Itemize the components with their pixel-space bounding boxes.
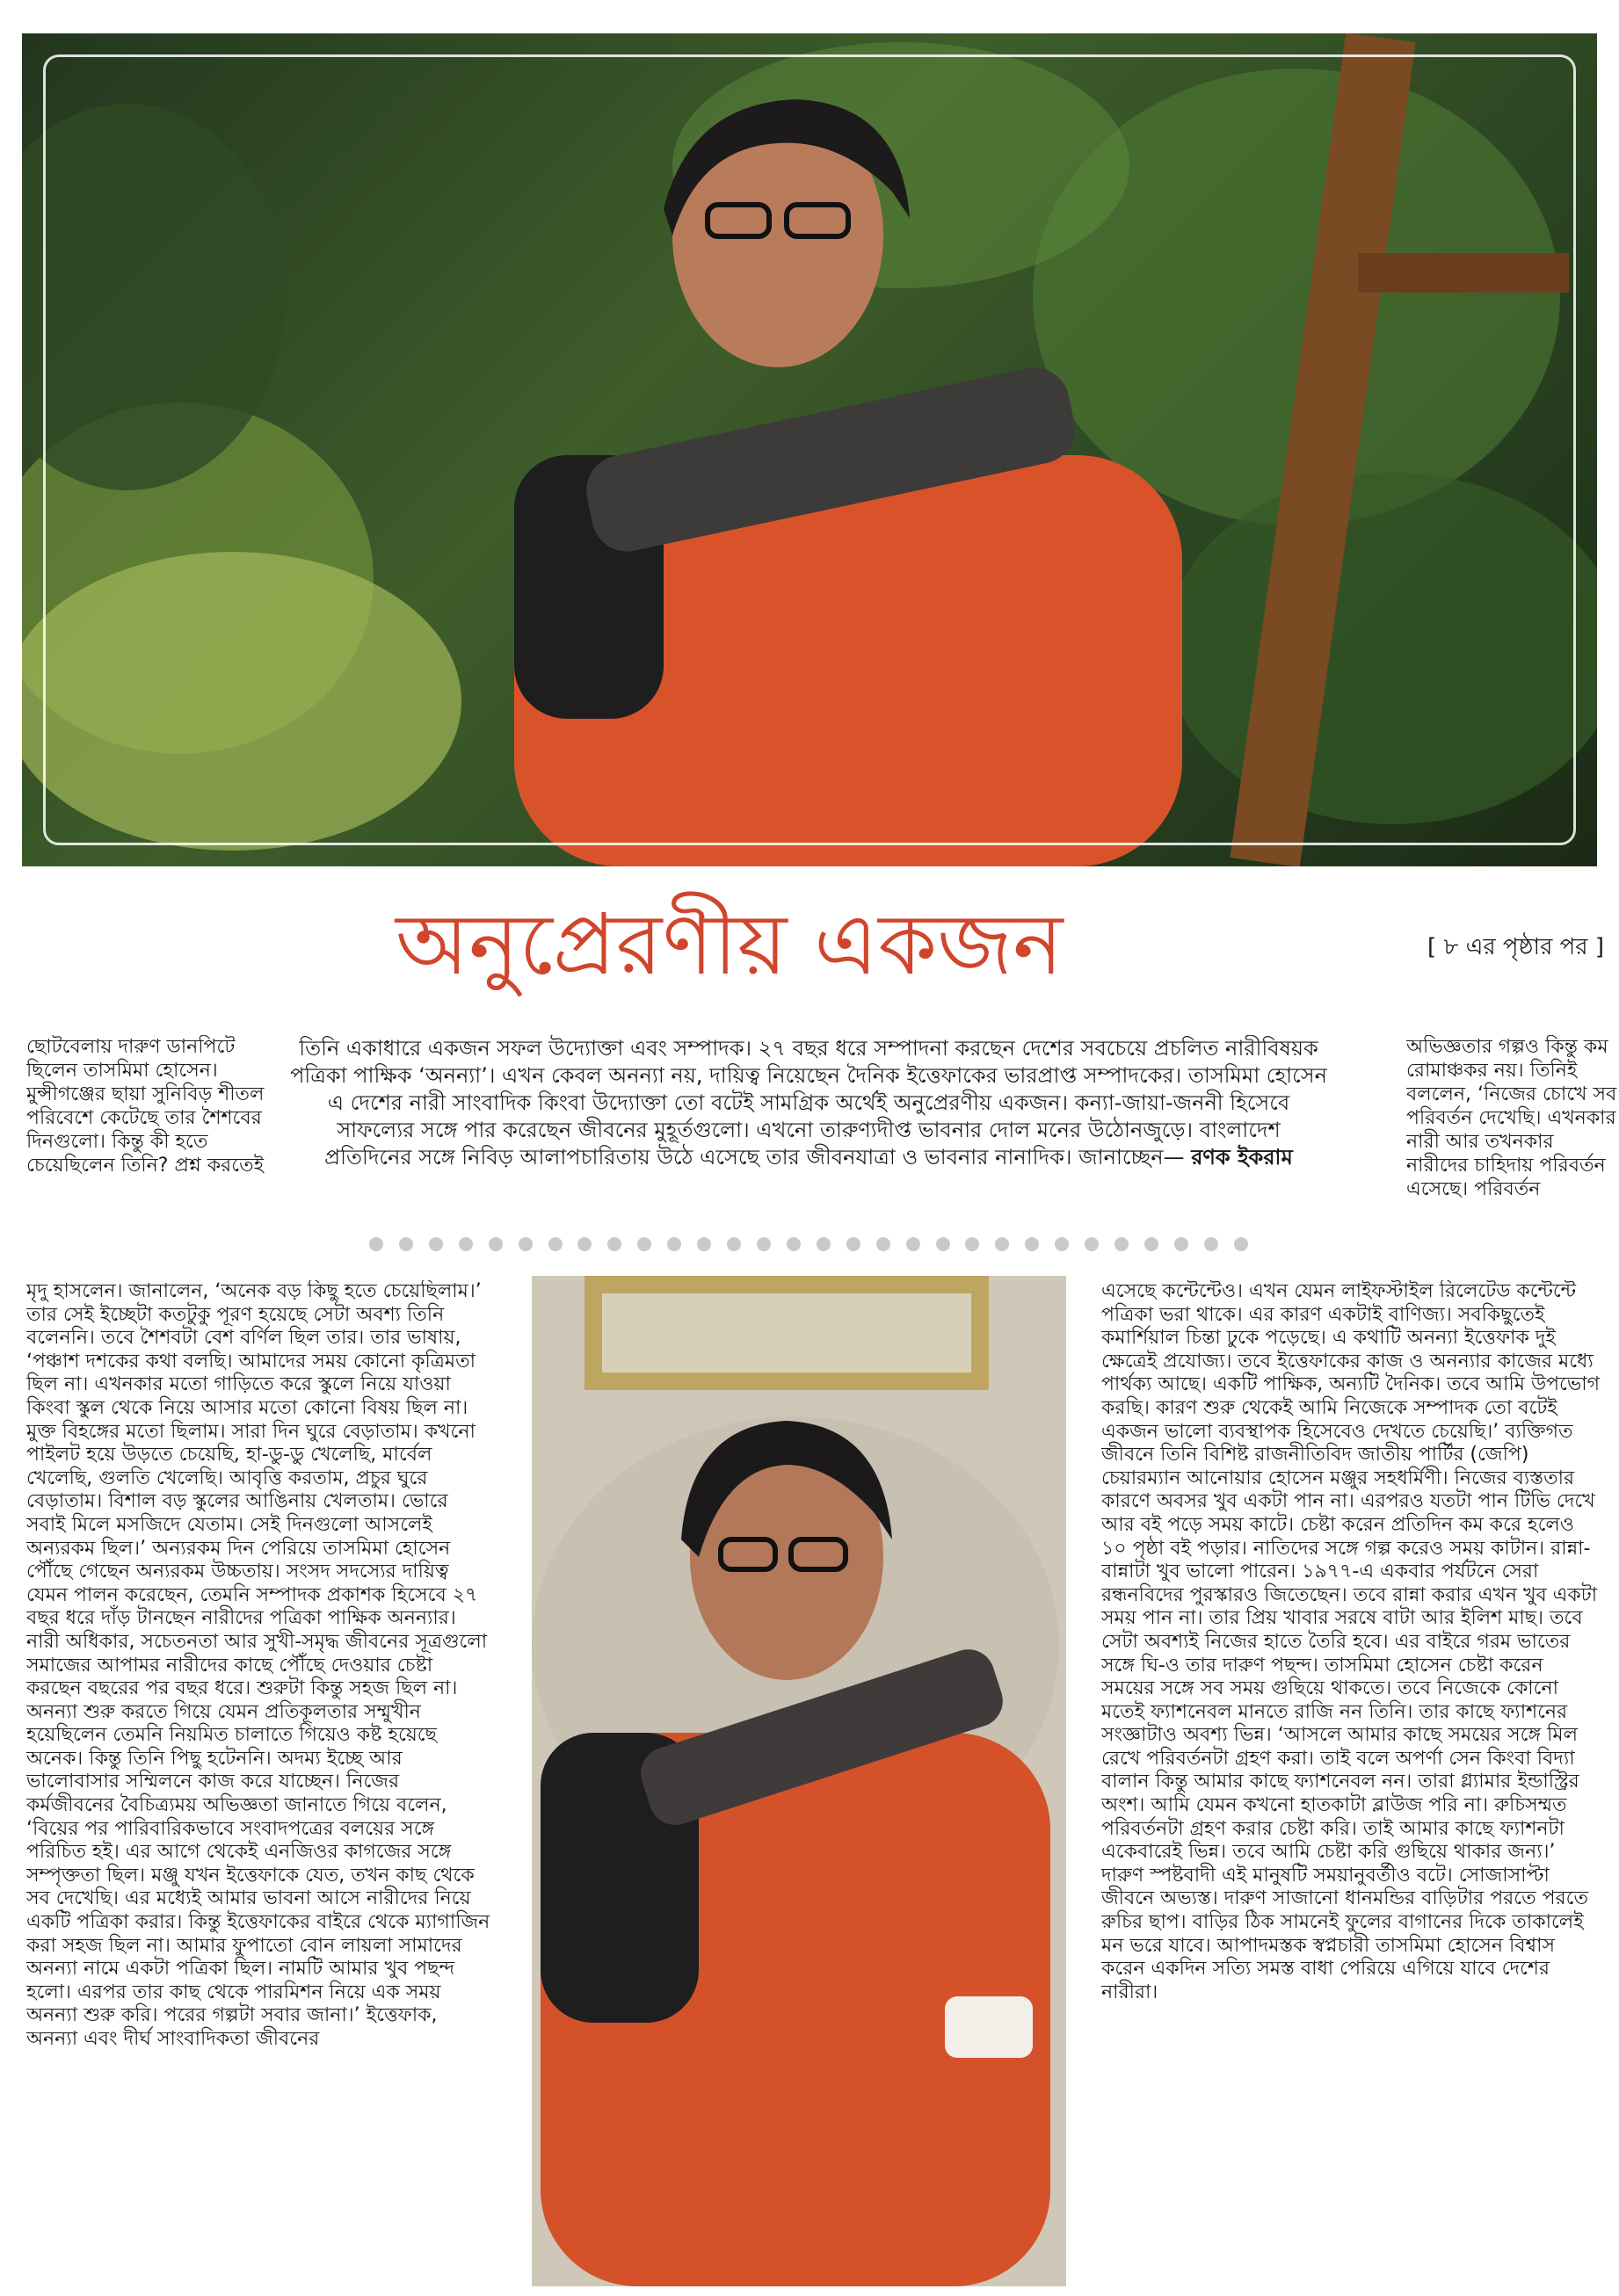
seated-portrait-photo [532, 1276, 1066, 2286]
dotted-divider [369, 1237, 1248, 1255]
seated-portrait-illustration [532, 1276, 1066, 2286]
byline: রণক ইকরাম [1191, 1145, 1293, 1170]
left-column-body-paragraph: মৃদু হাসলেন। জানালেন, ‘অনেক বড় কিছু হতে চেয়েছিলাম।’ তার সেই ইচ্ছেটা কতটুকু পূরণ হয়েছে সেটা অবশ্য তিনি বলেননি। তবে শৈশবটা বেশ বর্ণিল ছিল তার। তার ভাষায়, ‘পঞ্চাশ দশকের কথা বলছি। আমাদের সময় কোনো কৃত্রিমতা ছিল না। এখনকার মতো গাড়িতে করে স্কুলে নিয়ে যাওয়া কিংবা স্কুল থেকে নিয়ে আসার মতো কোনো বিষয় ছিল না। মুক্ত বিহঙ্গের মতো ছিলাম। সারা দিন ঘুরে বেড়াতাম। কখনো পাইলট হয়ে উড়তে চেয়েছি, হা-ডু-ডু খেলেছি, মার্বেল খেলেছি, গুলতি খেলেছি। আবৃত্তি করতাম, প্রচুর ঘুরে বেড়াতাম। বিশাল বড় স্কুলের আঙিনায় খেলতাম। ভোরে সবাই মিলে মসজিদে যেতাম। সেই দিনগুলো আসলেই অন্যরকম ছিল।’ অন্যরকম দিন পেরিয়ে তাসমিমা হোসেন পৌঁছে গেছেন অন্যরকম উচ্চতায়। সংসদ সদস্যের দায়িত্ব যেমন পালন করেছেন, তেমনি সম্পাদক প্রকাশক হিসেবে ২৭ বছর ধরে দাঁড় টানছেন নারীদের পত্রিকা পাক্ষিক অনন্যার। নারী অধিকার, সচেতনতা আর সুখী-সমৃদ্ধ জীবনের সূত্রগুলো সমাজের আপামর নারীদের কাছে পৌঁছে দেওয়ার চেষ্টা করছেন বছরের পর বছর ধরে। শুরুটা কিন্তু সহজ ছিল না। অনন্যা শুরু করতে গিয়ে যেমন প্রতিকূলতার সম্মুখীন হয়েছিলেন তেমনি নিয়মিত চালাতে গিয়েও কষ্ট হয়েছে অনেক। কিন্তু তিনি পিছু হটেননি। অদম্য ইচ্ছে আর ভালোবাসার সম্মিলনে কাজ করে যাচ্ছেন। নিজের কর্মজীবনের বৈচিত্র্যময় অভিজ্ঞতা জানাতে গিয়ে বলেন, ‘বিয়ের পর পারিবারিকভাবে সংবাদপত্রের বলয়ের সঙ্গে পরিচিত হই। এর আগে থেকেই এনজিওর কাগজের সঙ্গে সম্পৃক্ততা ছিল। মঞ্জু যখন ইত্তেফাকে যেত, তখন কাছ থেকে সব দেখেছি। এর মধ্যেই আমার ভাবনা আসে নারীদের নিয়ে একটি পত্রিকা করার। কিন্তু ইত্তেফাকের বাইরে থেকে ম্যাগাজিন করা সহজ ছিল না। আমার ফুপাতো বোন লায়লা সামাদের অনন্যা নামে একটা পত্রিকা ছিল। নামটি আমার খুব পছন্দ হলো। এরপর তার কাছ থেকে পারমিশন নিয়ে এক সময় অনন্যা শুরু করি। পরের গল্পটা সবার জানা।’ ইত্তেফাক, অনন্যা এবং দীর্ঘ সাংবাদিকতা জীবনের [26, 1280, 490, 2050]
continued-from-note: [ ৮ এর পৃষ্ঠার পর ] [1427, 934, 1604, 960]
intro-text: তিনি একাধারে একজন সফল উদ্যোক্তা এবং সম্পাদক। ২৭ বছর ধরে সম্পাদনা করছেন দেশের সবচেয়ে প্রচলিত নারীবিষয়ক পত্রিকা পাক্ষিক ‘অনন্যা’। এখন কেবল অনন্যা নয়, দায়িত্ব নিয়েছেন দৈনিক ইত্তেফাকের ভারপ্রাপ্ত সম্পাদকের। তাসমিমা হোসেন এ দেশের নারী সাংবাদিক কিংবা উদ্যোক্তা তো বটেই সামগ্রিক অর্থেই অনুপ্রেরণীয় একজন। কন্যা-জায়া-জননী হিসেবে সাফল্যের সঙ্গে পার করেছেন জীবনের মুহূর্তগুলো। এখনো তারুণ্যদীপ্ত ভাবনার দোল মনের উঠোনজুড়ে। বাংলাদেশ প্রতিদিনের সঙ্গে নিবিড় আলাপচারিতায় উঠে এসেছে তার জীবনযাত্রা ও ভাবনার নানাদিক। জানাচ্ছেন— [290, 1036, 1327, 1170]
right-column-top-paragraph: অভিজ্ঞতার গল্পও কিন্তু কম রোমাঞ্চকর নয়। তিনিই বললেন, ‘নিজের চোখে সব পরিবর্তন দেখেছি। এখনকার নারী আর তখনকার নারীদের চাহিদায় পরিবর্তন এসেছে। পরিবর্তন [1406, 1036, 1617, 1200]
article-title: অনুপ্রেরণীয় একজন [396, 895, 1064, 994]
left-column-top-text [26, 1035, 272, 1299]
top-portrait-photo [22, 33, 1597, 866]
right-column-body-paragraph: এসেছে কন্টেন্টেও। এখন যেমন লাইফস্টাইল রিলেটেড কন্টেন্টে পত্রিকা ভরা থাকে। এর কারণ একটাই বাণিজ্য। সবকিছুতেই কমার্শিয়াল চিন্তা ঢুকে পড়েছে। এ কথাটি অনন্যা ইত্তেফাক দুই ক্ষেত্রেই প্রযোজ্য। তবে ইত্তেফাকের কাজ ও অনন্যার কাজের মধ্যে পার্থক্য আছে। একটি পাক্ষিক, অন্যটি দৈনিক। তবে আমি উপভোগ করছি। কারণ শুরু থেকেই আমি নিজেকে সম্পাদক তো বটেই একজন ভালো ব্যবস্থাপক হিসেবেও দেখতে চেয়েছি।’ ব্যক্তিগত জীবনে তিনি বিশিষ্ট রাজনীতিবিদ জাতীয় পার্টির (জেপি) চেয়ারম্যান আনোয়ার হোসেন মঞ্জুর সহধর্মিণী। নিজের ব্যস্ততার কারণে অবসর খুব একটা পান না। এরপরও যতটা পান টিভি দেখে আর বই পড়ে সময় কাটে। চেষ্টা করেন প্রতিদিন কম করে হলেও ১০ পৃষ্ঠা বই পড়ার। নাতিদের সঙ্গে গল্প করেও সময় কাটান। রান্না-বান্নাটা খুব ভালো পারেন। ১৯৭৭-এ একবার পর্যটনে সেরা রন্ধনবিদের পুরস্কারও জিতেছেন। তবে রান্না করার এখন খুব একটা সময় পান না। তার প্রিয় খাবার সরষে বাটা আর ইলিশ মাছ। তবে সেটা অবশ্যই নিজের হাতে তৈরি হবে। এর বাইরে গরম ভাতের সঙ্গে ঘি-ও তার দারুণ পছন্দ। তাসমিমা হোসেন চেষ্টা করেন সময়ের সঙ্গে সব সময় গুছিয়ে থাকতে। তবে নিজেকে কোনো মতেই ফ্যাশনেবল মানতে রাজি নন তিনি। তার কাছে ফ্যাশনের সংজ্ঞাটাও অবশ্য ভিন্ন। ‘আসলে আমার কাছে সময়ের সঙ্গে মিল রেখে পরিবর্তনটা গ্রহণ করা। তাই বলে অপর্ণা সেন কিংবা বিদ্যা বালান কিন্তু আমার কাছে ফ্যাশনেবল নন। তারা গ্ল্যামার ইন্ডাস্ট্রির অংশ। আমি যেমন কখনো হাতকাটা ব্লাউজ পরি না। রুচিসম্মত পরিবর্তনটা গ্রহণ করার চেষ্টা করি। তাই আমার কাছে ফ্যাশনটা একেবারেই ভিন্ন। তবে আমি চেষ্টা করি গুছিয়ে থাকার জন্য।’ দারুণ স্পষ্টবাদী এই মানুষটি সময়ানুবর্তীও বটে। সোজাসাপ্টা জীবনে অভ্যস্ত। দারুণ সাজানো ধানমন্ডির বাড়িটার পরতে পরতে রুচির ছাপ। বাড়ির ঠিক সামনেই ফুলের বাগানের দিকে তাকালেই মন ভরে যাবে। আপাদমস্তক স্বপ্নচারী তাসমিমা হোসেন বিশ্বাস করেন একদিন সত্যি সমস্ত বাধা পেরিয়ে এগিয়ে যাবে দেশের নারীরা। [1101, 1280, 1601, 2003]
right-column-body [1101, 1280, 1602, 2282]
left-column-top-paragraph: ছোটবেলায় দারুণ ডানপিটে ছিলেন তাসমিমা হোসেন। মুন্সীগঞ্জের ছায়া সুনিবিড় শীতল পরিবেশে কেটেছে তার শৈশবের দিনগুলো। কিন্তু কী হতে চেয়েছিলেন তিনি? প্রশ্ন করতেই [26, 1036, 265, 1177]
left-column-body [26, 1280, 492, 2282]
right-column-top-text [1406, 1035, 1617, 1299]
photo-inner-frame [43, 54, 1576, 845]
intro-block [290, 1035, 1327, 1227]
